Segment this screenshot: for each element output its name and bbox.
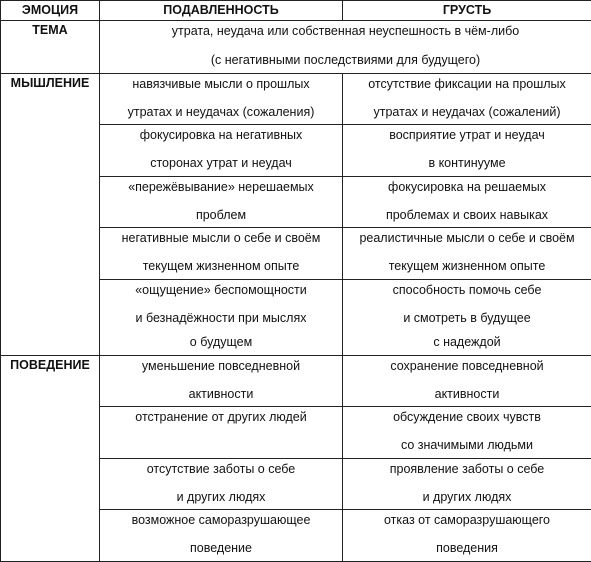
- cell-line: негативные мысли о себе и своём: [103, 230, 339, 246]
- cell-line: возможное саморазрушающее: [103, 512, 339, 528]
- cell-line: отсутствие заботы о себе: [103, 461, 339, 477]
- cell-line: со значимыми людьми: [346, 433, 588, 458]
- cell-line: утратах и неудачах (сожаления): [103, 100, 339, 125]
- header-depression: ПОДАВЛЕННОСТЬ: [100, 1, 343, 21]
- topic-line-1: утрата, неудача или собственная неуспешность в чём-либо: [103, 23, 588, 39]
- cell-line: поведения: [346, 536, 588, 561]
- behavior-depression-cell: [100, 458, 343, 510]
- behavior-depression-cell: [100, 355, 343, 407]
- cell-line: сохранение повседневной: [346, 358, 588, 374]
- behavior-label: ПОВЕДЕНИЕ: [1, 355, 100, 561]
- cell-line: проблем: [103, 203, 339, 228]
- behavior-sadness-cell: [343, 355, 591, 407]
- cell-line: реалистичные мысли о себе и своём: [346, 230, 588, 246]
- cell-line: «пережёвывание» нерешаемых: [103, 179, 339, 195]
- cell-line: текущем жизненном опыте: [103, 254, 339, 279]
- cell-line: сторонах утрат и неудач: [103, 151, 339, 176]
- cell-line: отказ от саморазрушающего: [346, 512, 588, 528]
- cell-line: и безнадёжности при мыслях: [103, 306, 339, 331]
- topic-label: ТЕМА: [1, 21, 100, 74]
- thinking-depression-cell: [100, 279, 343, 355]
- thinking-depression-cell: [100, 125, 343, 177]
- cell-line: и смотреть в будущее: [346, 306, 588, 331]
- cell-line: в континууме: [346, 151, 588, 176]
- cell-line: проявление заботы о себе: [346, 461, 588, 477]
- topic-line-2: (с негативными последствиями для будущего): [103, 48, 588, 73]
- behavior-sadness-cell: [343, 407, 591, 459]
- cell-line: способность помочь себе: [346, 282, 588, 298]
- thinking-sadness-cell: [343, 279, 591, 355]
- thinking-depression-cell: [100, 73, 343, 125]
- thinking-sadness-cell: [343, 228, 591, 280]
- cell-line: активности: [103, 382, 339, 407]
- cell-line: проблемах и своих навыках: [346, 203, 588, 228]
- topic-row: [1, 21, 591, 74]
- header-row: [1, 1, 591, 21]
- cell-line: и других людях: [346, 485, 588, 510]
- thinking-label: МЫШЛЕНИЕ: [1, 73, 100, 355]
- cell-line: навязчивые мысли о прошлых: [103, 76, 339, 92]
- behavior-depression-cell: [100, 510, 343, 562]
- thinking-sadness-cell: [343, 125, 591, 177]
- thinking-section: [1, 73, 591, 355]
- cell-line: и других людях: [103, 485, 339, 510]
- cell-line: обсуждение своих чувств: [346, 409, 588, 425]
- cell-line: утратах и неудачах (сожалений): [346, 100, 588, 125]
- thinking-depression-cell: [100, 228, 343, 280]
- thinking-row: [1, 73, 591, 125]
- cell-line: с надеждой: [346, 330, 588, 355]
- behavior-sadness-cell: [343, 458, 591, 510]
- cell-line: уменьшение повседневной: [103, 358, 339, 374]
- behavior-section: [1, 355, 591, 561]
- header-sadness: ГРУСТЬ: [343, 1, 591, 21]
- cell-line: о будущем: [103, 330, 339, 355]
- thinking-sadness-cell: [343, 73, 591, 125]
- cell-line: «ощущение» беспомощности: [103, 282, 339, 298]
- thinking-depression-cell: [100, 176, 343, 228]
- cell-line: фокусировка на негативных: [103, 127, 339, 143]
- thinking-sadness-cell: [343, 176, 591, 228]
- cell-line: активности: [346, 382, 588, 407]
- cell-line: фокусировка на решаемых: [346, 179, 588, 195]
- cell-line: восприятие утрат и неудач: [346, 127, 588, 143]
- behavior-depression-cell: [100, 407, 343, 459]
- cell-line: поведение: [103, 536, 339, 561]
- behavior-row: [1, 355, 591, 407]
- cell-line: отстранение от других людей: [103, 409, 339, 425]
- cell-line: отсутствие фиксации на прошлых: [346, 76, 588, 92]
- topic-cell: [100, 21, 591, 74]
- header-emotion: ЭМОЦИЯ: [1, 1, 100, 21]
- cell-line: текущем жизненном опыте: [346, 254, 588, 279]
- behavior-sadness-cell: [343, 510, 591, 562]
